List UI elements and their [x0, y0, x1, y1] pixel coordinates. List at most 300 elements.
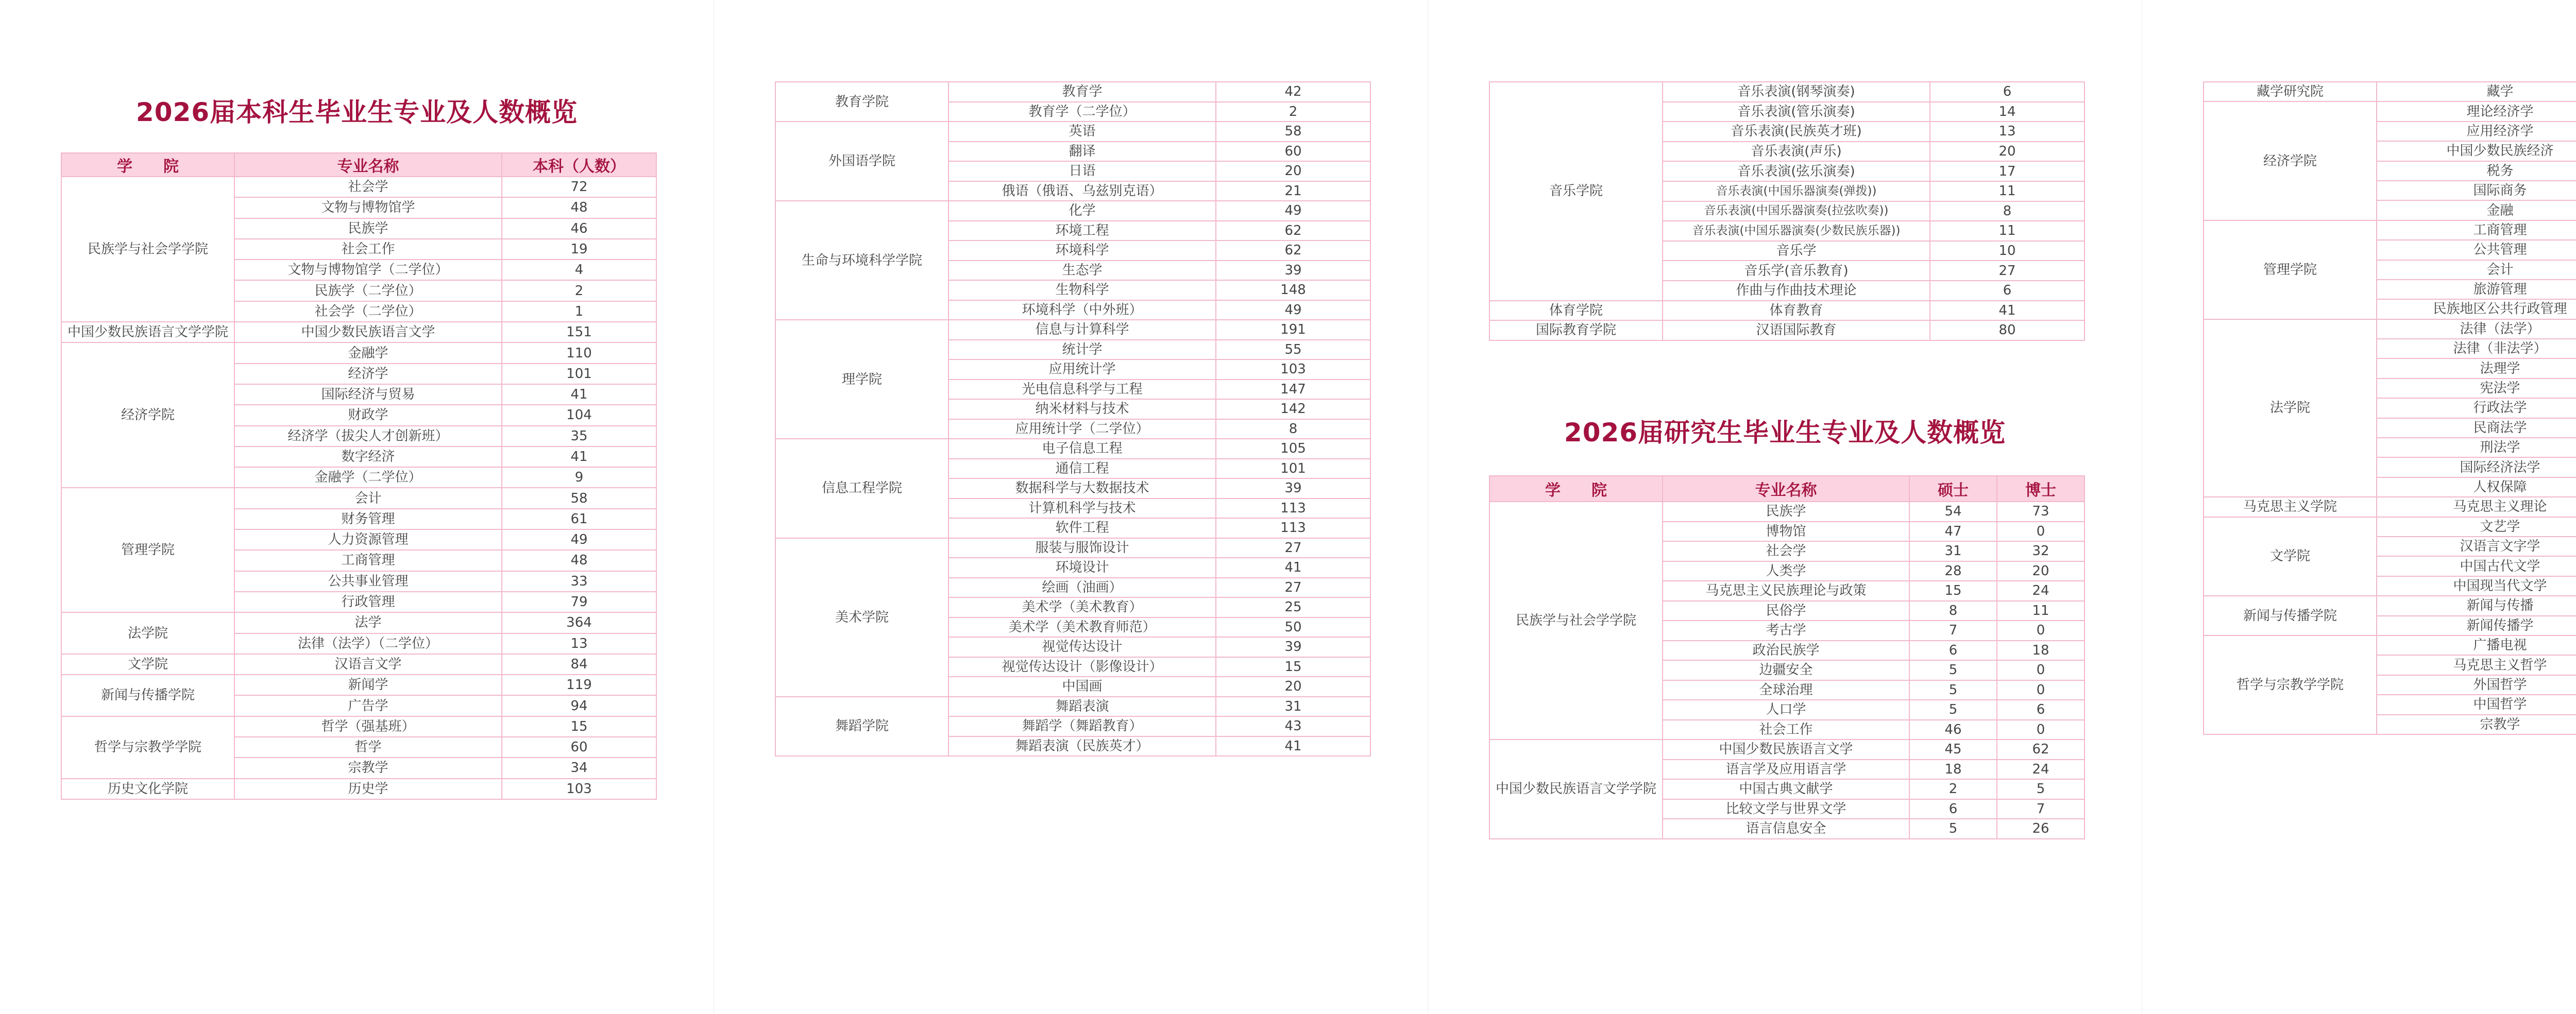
count-cell: 27 — [1216, 578, 1370, 598]
table-row — [61, 612, 656, 633]
undergrad-table-part-3 — [1489, 81, 2085, 341]
table-row — [775, 201, 1370, 221]
table-row — [61, 488, 656, 508]
major-cell: 中国少数民族语言文学 — [1663, 740, 1909, 760]
count-cell-2: 0 — [1997, 621, 2084, 641]
college-cell: 民族学与社会学学院 — [61, 177, 234, 322]
college-cell: 文学院 — [61, 654, 234, 675]
count-cell: 5 — [1909, 660, 1997, 680]
count-cell: 34 — [502, 758, 656, 778]
major-cell: 教育学（二学位） — [948, 102, 1216, 122]
count-cell: 41 — [502, 384, 656, 405]
header-major: 专业名称 — [1663, 476, 1909, 502]
table-row — [1489, 740, 2084, 760]
major-cell: 人类学 — [1663, 561, 1909, 581]
major-cell: 音乐表演(中国乐器演奏(拉弦吹奏)) — [1663, 201, 1930, 221]
count-cell: 58 — [502, 488, 656, 508]
count-cell: 105 — [1216, 439, 1370, 459]
count-cell: 191 — [1216, 320, 1370, 340]
major-cell: 民族学（二学位） — [234, 280, 502, 301]
table-row — [61, 654, 656, 675]
college-cell: 生命与环境科学学院 — [775, 201, 948, 320]
major-cell: 社会工作 — [1663, 720, 1909, 740]
header-major: 专业名称 — [234, 153, 502, 177]
major-cell: 英语 — [948, 122, 1216, 142]
page-1 — [0, 0, 714, 1014]
major-cell: 绘画（油画） — [948, 578, 1216, 598]
college-cell: 经济学院 — [2204, 101, 2377, 220]
count-cell-2: 0 — [1997, 680, 2084, 700]
major-cell: 社会学 — [234, 177, 502, 197]
count-cell: 41 — [1216, 736, 1370, 757]
major-cell: 作曲与作曲技术理论 — [1663, 281, 1930, 301]
college-cell: 体育学院 — [1489, 301, 1663, 321]
count-cell: 49 — [1216, 201, 1370, 221]
header-master: 硕士 — [1909, 476, 1997, 502]
major-cell: 音乐表演(中国乐器演奏(少数民族乐器)) — [1663, 221, 1930, 241]
major-cell: 信息与计算科学 — [948, 320, 1216, 340]
major-cell: 民商法学 — [2377, 418, 2576, 438]
table-row — [61, 716, 656, 737]
major-cell: 软件工程 — [948, 518, 1216, 538]
count-cell: 31 — [1216, 697, 1370, 717]
major-cell: 日语 — [948, 161, 1216, 181]
count-cell: 94 — [502, 695, 656, 716]
major-cell: 全球治理 — [1663, 680, 1909, 700]
major-cell: 俄语（俄语、乌兹别克语） — [948, 181, 1216, 201]
major-cell: 美术学（美术教育） — [948, 597, 1216, 617]
count-cell: 6 — [1930, 82, 2084, 102]
major-cell: 语言信息安全 — [1663, 819, 1909, 839]
major-cell: 工商管理 — [234, 550, 502, 571]
major-cell: 刑法学 — [2377, 438, 2576, 457]
major-cell: 音乐表演(民族英才班) — [1663, 122, 1930, 142]
count-cell: 49 — [502, 529, 656, 550]
table-row — [2204, 319, 2576, 339]
count-cell: 72 — [502, 177, 656, 197]
major-cell: 金融 — [2377, 200, 2576, 220]
count-cell: 14 — [1930, 102, 2084, 122]
college-cell: 新闻与传播学院 — [61, 675, 234, 716]
count-cell: 21 — [1216, 181, 1370, 201]
major-cell: 中国少数民族经济 — [2377, 141, 2576, 161]
major-cell: 税务 — [2377, 161, 2576, 181]
table-row — [775, 697, 1370, 717]
count-cell-2: 0 — [1997, 522, 2084, 542]
major-cell: 公共管理 — [2377, 240, 2576, 260]
major-cell: 舞蹈表演（民族英才） — [948, 736, 1216, 757]
college-cell: 信息工程学院 — [775, 439, 948, 538]
college-cell: 国际教育学院 — [1489, 320, 1663, 340]
count-cell: 11 — [1930, 181, 2084, 201]
major-cell: 民俗学 — [1663, 601, 1909, 621]
major-cell: 数字经济 — [234, 446, 502, 467]
college-cell: 中国少数民族语言文学学院 — [61, 322, 234, 342]
major-cell: 中国哲学 — [2377, 695, 2576, 714]
major-cell: 国际商务 — [2377, 181, 2576, 200]
major-cell: 视觉传达设计 — [948, 637, 1216, 657]
college-cell: 管理学院 — [61, 488, 234, 612]
count-cell: 41 — [1216, 558, 1370, 578]
college-cell: 理学院 — [775, 320, 948, 439]
major-cell: 音乐学 — [1663, 241, 1930, 261]
count-cell: 27 — [1930, 261, 2084, 281]
count-cell: 20 — [1930, 142, 2084, 162]
table-row — [2204, 596, 2576, 615]
major-cell: 语言学及应用语言学 — [1663, 760, 1909, 780]
college-cell: 马克思主义学院 — [2204, 497, 2377, 517]
count-cell: 2 — [1216, 102, 1370, 122]
count-cell-2: 26 — [1997, 819, 2084, 839]
major-cell: 新闻学 — [234, 675, 502, 695]
major-cell: 文艺学 — [2377, 517, 2576, 537]
major-cell: 会计 — [234, 488, 502, 508]
count-cell-2: 20 — [1997, 561, 2084, 581]
table-row — [775, 122, 1370, 142]
count-cell: 39 — [1216, 478, 1370, 499]
count-cell-2: 0 — [1997, 720, 2084, 740]
count-cell: 55 — [1216, 340, 1370, 360]
count-cell: 9 — [502, 467, 656, 488]
major-cell: 行政法学 — [2377, 398, 2576, 418]
count-cell-2: 62 — [1997, 740, 2084, 760]
major-cell: 光电信息科学与工程 — [948, 380, 1216, 400]
college-cell: 经济学院 — [61, 342, 234, 488]
count-cell: 148 — [1216, 280, 1370, 300]
count-cell: 104 — [502, 405, 656, 425]
major-cell: 人权保障 — [2377, 477, 2576, 497]
major-cell: 人力资源管理 — [234, 529, 502, 550]
college-cell: 音乐学院 — [1489, 82, 1663, 301]
major-cell: 美术学（美术教育师范） — [948, 617, 1216, 638]
count-cell: 42 — [1216, 82, 1370, 102]
count-cell-2: 7 — [1997, 799, 2084, 819]
major-cell: 民族学 — [234, 218, 502, 239]
table-row — [61, 342, 656, 363]
major-cell: 考古学 — [1663, 621, 1909, 641]
major-cell: 生物科学 — [948, 280, 1216, 300]
table-row — [61, 322, 656, 342]
page-4 — [2142, 0, 2576, 1014]
major-cell: 计算机科学与技术 — [948, 499, 1216, 519]
major-cell: 宗教学 — [2377, 715, 2576, 734]
major-cell: 音乐表演(声乐) — [1663, 142, 1930, 162]
major-cell: 国际经济与贸易 — [234, 384, 502, 405]
major-cell: 民族学 — [1663, 502, 1909, 522]
major-cell: 通信工程 — [948, 459, 1216, 479]
count-cell: 41 — [1930, 301, 2084, 321]
major-cell: 汉语言文字学 — [2377, 537, 2576, 556]
count-cell: 60 — [1216, 142, 1370, 162]
college-cell: 舞蹈学院 — [775, 697, 948, 757]
count-cell-2: 32 — [1997, 541, 2084, 561]
major-cell: 汉语言文学 — [234, 654, 502, 675]
count-cell-2: 5 — [1997, 779, 2084, 799]
college-cell: 哲学与宗教学学院 — [2204, 635, 2377, 734]
count-cell: 80 — [1930, 320, 2084, 340]
count-cell: 6 — [1909, 641, 1997, 661]
college-cell: 民族学与社会学学院 — [1489, 502, 1663, 740]
table-row — [2204, 497, 2576, 517]
major-cell: 边疆安全 — [1663, 660, 1909, 680]
college-cell: 藏学研究院 — [2204, 82, 2377, 101]
count-cell-2: 73 — [1997, 502, 2084, 522]
major-cell: 体育教育 — [1663, 301, 1930, 321]
count-cell: 2 — [502, 280, 656, 301]
major-cell: 博物馆 — [1663, 522, 1909, 542]
major-cell: 应用经济学 — [2377, 122, 2576, 141]
header-count: 本科（人数） — [502, 153, 656, 177]
major-cell: 社会工作 — [234, 239, 502, 260]
college-cell: 历史文化学院 — [61, 779, 234, 799]
major-cell: 中国画 — [948, 677, 1216, 697]
grad-table-part-2 — [2203, 81, 2576, 735]
count-cell: 43 — [1216, 716, 1370, 736]
major-cell: 音乐表演(中国乐器演奏(弹拨)) — [1663, 181, 1930, 201]
count-cell-2: 6 — [1997, 700, 2084, 720]
major-cell: 社会学（二学位） — [234, 301, 502, 322]
grad-table-part-1 — [1489, 475, 2085, 839]
college-cell: 哲学与宗教学学院 — [61, 716, 234, 779]
table-row — [61, 177, 656, 197]
major-cell: 财政学 — [234, 405, 502, 425]
header-college: 学 院 — [61, 153, 234, 177]
major-cell: 教育学 — [948, 82, 1216, 102]
college-cell: 美术学院 — [775, 538, 948, 697]
count-cell: 103 — [502, 779, 656, 799]
major-cell: 法理学 — [2377, 358, 2576, 378]
major-cell: 纳米材料与技术 — [948, 399, 1216, 419]
count-cell: 151 — [502, 322, 656, 342]
college-cell: 中国少数民族语言文学学院 — [1489, 740, 1663, 839]
table-row — [2204, 220, 2576, 240]
major-cell: 宗教学 — [234, 758, 502, 778]
major-cell: 环境科学（中外班） — [948, 300, 1216, 320]
count-cell: 27 — [1216, 538, 1370, 558]
major-cell: 环境工程 — [948, 221, 1216, 241]
major-cell: 广告学 — [234, 695, 502, 716]
count-cell: 17 — [1930, 161, 2084, 181]
count-cell-2: 24 — [1997, 760, 2084, 780]
count-cell: 54 — [1909, 502, 1997, 522]
major-cell: 应用统计学 — [948, 359, 1216, 380]
major-cell: 马克思主义理论 — [2377, 497, 2576, 517]
major-cell: 工商管理 — [2377, 220, 2576, 240]
major-cell: 中国少数民族语言文学 — [234, 322, 502, 342]
count-cell: 2 — [1909, 779, 1997, 799]
count-cell: 61 — [502, 509, 656, 529]
table-row — [2204, 82, 2576, 101]
count-cell: 46 — [502, 218, 656, 239]
count-cell: 1 — [502, 301, 656, 322]
major-cell: 文物与博物馆学（二学位） — [234, 260, 502, 280]
major-cell: 经济学（拔尖人才创新班） — [234, 426, 502, 446]
count-cell: 45 — [1909, 740, 1997, 760]
count-cell: 25 — [1216, 597, 1370, 617]
count-cell: 19 — [502, 239, 656, 260]
count-cell: 10 — [1930, 241, 2084, 261]
table-row — [61, 779, 656, 799]
table-row — [2204, 635, 2576, 655]
count-cell: 113 — [1216, 499, 1370, 519]
major-cell: 翻译 — [948, 142, 1216, 162]
table-row — [1489, 301, 2084, 321]
major-cell: 电子信息工程 — [948, 439, 1216, 459]
major-cell: 理论经济学 — [2377, 101, 2576, 121]
college-cell: 教育学院 — [775, 82, 948, 122]
major-cell: 广播电视 — [2377, 635, 2576, 655]
count-cell: 35 — [502, 426, 656, 446]
major-cell: 旅游管理 — [2377, 280, 2576, 299]
count-cell: 15 — [1909, 581, 1997, 601]
major-cell: 民族地区公共行政管理 — [2377, 299, 2576, 319]
count-cell: 6 — [1909, 799, 1997, 819]
count-cell: 15 — [502, 716, 656, 737]
count-cell: 62 — [1216, 240, 1370, 261]
count-cell: 48 — [502, 197, 656, 218]
count-cell: 39 — [1216, 637, 1370, 657]
major-cell: 国际经济法学 — [2377, 457, 2576, 477]
count-cell: 79 — [502, 592, 656, 612]
count-cell: 28 — [1909, 561, 1997, 581]
major-cell: 统计学 — [948, 340, 1216, 360]
major-cell: 会计 — [2377, 260, 2576, 280]
major-cell: 服装与服饰设计 — [948, 538, 1216, 558]
count-cell: 46 — [1909, 720, 1997, 740]
major-cell: 公共事业管理 — [234, 571, 502, 592]
major-cell: 法律（法学）（二学位） — [234, 633, 502, 654]
count-cell: 6 — [1930, 281, 2084, 301]
count-cell: 11 — [1930, 221, 2084, 241]
major-cell: 中国古典文献学 — [1663, 779, 1909, 799]
count-cell: 101 — [502, 364, 656, 384]
major-cell: 音乐学(音乐教育) — [1663, 261, 1930, 281]
table-row — [61, 675, 656, 695]
major-cell: 环境设计 — [948, 558, 1216, 578]
count-cell: 5 — [1909, 680, 1997, 700]
count-cell: 20 — [1216, 161, 1370, 181]
count-cell: 103 — [1216, 359, 1370, 380]
major-cell: 环境科学 — [948, 240, 1216, 261]
major-cell: 行政管理 — [234, 592, 502, 612]
major-cell: 新闻传播学 — [2377, 616, 2576, 635]
table-row — [2204, 517, 2576, 537]
table-row — [775, 82, 1370, 102]
major-cell: 音乐表演(管乐演奏) — [1663, 102, 1930, 122]
count-cell: 84 — [502, 654, 656, 675]
major-cell: 音乐表演(弦乐演奏) — [1663, 161, 1930, 181]
count-cell: 110 — [502, 342, 656, 363]
major-cell: 外国哲学 — [2377, 675, 2576, 695]
count-cell: 33 — [502, 571, 656, 592]
major-cell: 舞蹈表演 — [948, 697, 1216, 717]
count-cell-2: 0 — [1997, 660, 2084, 680]
major-cell: 视觉传达设计（影像设计） — [948, 657, 1216, 677]
count-cell: 142 — [1216, 399, 1370, 419]
undergrad-title: 2026届本科生毕业生专业及人数概览 — [135, 97, 578, 127]
table-row — [1489, 82, 2084, 102]
college-cell: 文学院 — [2204, 517, 2377, 596]
major-cell: 音乐表演(钢琴演奏) — [1663, 82, 1930, 102]
major-cell: 哲学 — [234, 737, 502, 758]
count-cell: 62 — [1216, 221, 1370, 241]
major-cell: 历史学 — [234, 779, 502, 799]
table-row — [775, 320, 1370, 340]
count-cell: 147 — [1216, 380, 1370, 400]
count-cell: 18 — [1909, 760, 1997, 780]
count-cell: 4 — [502, 260, 656, 280]
count-cell-2: 11 — [1997, 601, 2084, 621]
major-cell: 生态学 — [948, 261, 1216, 281]
count-cell-2: 18 — [1997, 641, 2084, 661]
major-cell: 化学 — [948, 201, 1216, 221]
college-cell: 新闻与传播学院 — [2204, 596, 2377, 635]
major-cell: 法律（非法学） — [2377, 339, 2576, 358]
major-cell: 马克思主义哲学 — [2377, 655, 2576, 675]
major-cell: 政治民族学 — [1663, 641, 1909, 661]
college-cell: 法学院 — [2204, 319, 2377, 497]
table-row — [1489, 502, 2084, 522]
count-cell: 41 — [502, 446, 656, 467]
major-cell: 哲学（强基班） — [234, 716, 502, 737]
major-cell: 财务管理 — [234, 509, 502, 529]
table-row — [775, 538, 1370, 558]
major-cell: 金融学 — [234, 342, 502, 363]
count-cell-2: 24 — [1997, 581, 2084, 601]
page-3 — [1428, 0, 2142, 1014]
count-cell: 7 — [1909, 621, 1997, 641]
major-cell: 中国古代文学 — [2377, 556, 2576, 576]
major-cell: 舞蹈学（舞蹈教育） — [948, 716, 1216, 736]
count-cell: 8 — [1930, 201, 2084, 221]
count-cell: 15 — [1216, 657, 1370, 677]
count-cell: 5 — [1909, 819, 1997, 839]
undergrad-table-part-1 — [61, 152, 657, 800]
major-cell: 比较文学与世界文学 — [1663, 799, 1909, 819]
count-cell: 60 — [502, 737, 656, 758]
count-cell: 113 — [1216, 518, 1370, 538]
count-cell: 8 — [1216, 419, 1370, 439]
major-cell: 汉语国际教育 — [1663, 320, 1930, 340]
college-cell: 外国语学院 — [775, 122, 948, 201]
major-cell: 中国现当代文学 — [2377, 576, 2576, 596]
major-cell: 经济学 — [234, 364, 502, 384]
major-cell: 宪法学 — [2377, 379, 2576, 398]
count-cell: 5 — [1909, 700, 1997, 720]
major-cell: 藏学 — [2377, 82, 2576, 101]
count-cell: 50 — [1216, 617, 1370, 638]
count-cell: 20 — [1216, 677, 1370, 697]
college-cell: 法学院 — [61, 612, 234, 654]
table-row — [2204, 101, 2576, 121]
table-row — [775, 439, 1370, 459]
count-cell: 13 — [1930, 122, 2084, 142]
major-cell: 数据科学与大数据技术 — [948, 478, 1216, 499]
major-cell: 人口学 — [1663, 700, 1909, 720]
count-cell: 119 — [502, 675, 656, 695]
count-cell: 101 — [1216, 459, 1370, 479]
count-cell: 31 — [1909, 541, 1997, 561]
major-cell: 应用统计学（二学位） — [948, 419, 1216, 439]
table-row — [1489, 320, 2084, 340]
count-cell: 58 — [1216, 122, 1370, 142]
header-college: 学 院 — [1489, 476, 1663, 502]
grad-title: 2026届研究生毕业生专业及人数概览 — [1564, 418, 2006, 448]
major-cell: 新闻与传播 — [2377, 596, 2576, 615]
college-cell: 管理学院 — [2204, 220, 2377, 319]
major-cell: 法律（法学） — [2377, 319, 2576, 339]
count-cell: 364 — [502, 612, 656, 633]
